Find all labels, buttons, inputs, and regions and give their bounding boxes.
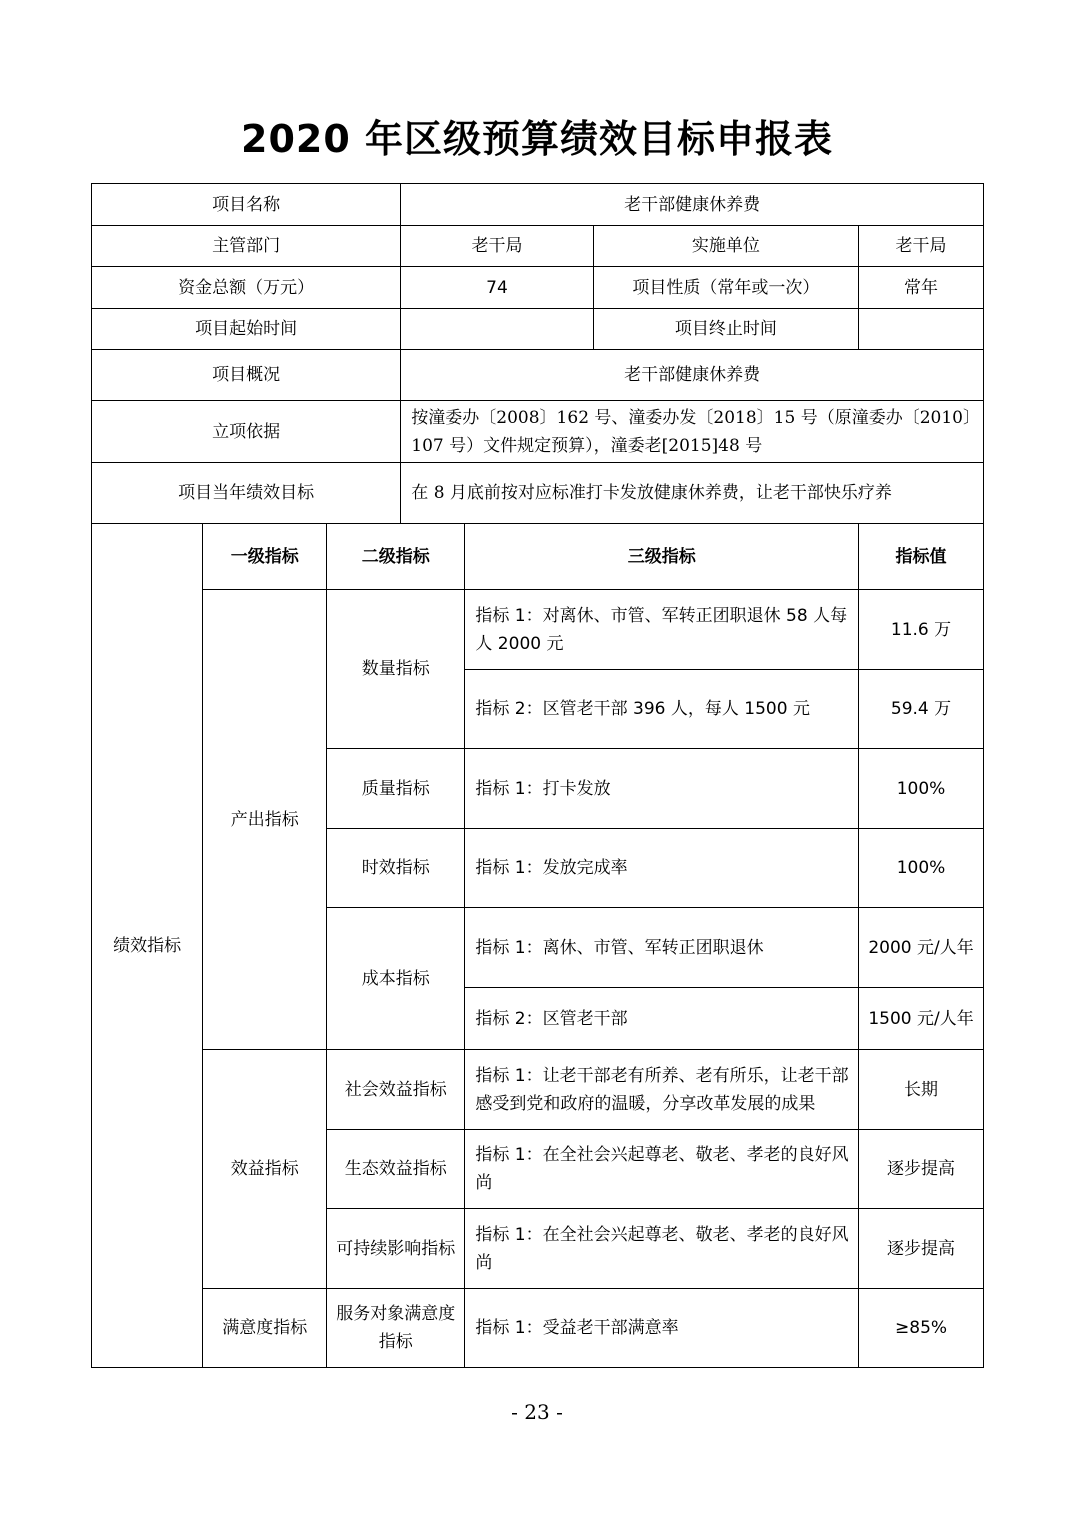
goal-label: 项目当年绩效目标 [92,463,401,524]
impl-unit-label: 实施单位 [593,226,858,267]
benefit-indicator-label: 效益指标 [203,1050,327,1289]
page-number: - 23 - [511,1400,563,1424]
indicator-text: 指标 2：区管老干部 [465,988,859,1050]
table-row [92,1050,984,1130]
start-time-value [401,309,593,350]
indicator-value: 59.4 万 [859,670,984,749]
indicator-text: 指标 1：受益老干部满意率 [465,1289,859,1368]
social-indicator-label: 社会效益指标 [327,1050,465,1130]
indicator-text: 指标 1：发放完成率 [465,829,859,908]
indicator-text: 指标 1：在全社会兴起尊老、敬老、孝老的良好风尚 [465,1130,859,1209]
overview-value: 老干部健康休养费 [401,350,984,401]
indicator-value: ≥85% [859,1289,984,1368]
output-indicator-label: 产出指标 [203,590,327,1050]
basis-row [92,401,984,463]
nature-value: 常年 [859,267,984,309]
dept-value: 老干局 [401,226,593,267]
indicator-text: 指标 1：让老干部老有所养、老有所乐，让老干部感受到党和政府的温暖，分享改革发展的成果 [465,1050,859,1130]
indicator-value: 1500 元/人年 [859,988,984,1050]
indicator-value: 逐步提高 [859,1130,984,1209]
indicator-header-row [92,524,984,590]
indicator-value: 长期 [859,1050,984,1130]
timeliness-indicator-label: 时效指标 [327,829,465,908]
overview-row [92,350,984,401]
time-row [92,309,984,350]
overview-label: 项目概况 [92,350,401,401]
goal-row [92,463,984,524]
indicator-value: 100% [859,749,984,829]
project-name-label: 项目名称 [92,184,401,226]
fund-value: 74 [401,267,593,309]
performance-form-table [91,183,984,1368]
quantity-indicator-label: 数量指标 [327,590,465,749]
page-title: 2020 年区级预算绩效目标申报表 [241,117,833,161]
indicator-value: 11.6 万 [859,590,984,670]
cost-indicator-label: 成本指标 [327,908,465,1050]
sustain-indicator-label: 可持续影响指标 [327,1209,465,1289]
satisfaction-indicator-label: 满意度指标 [203,1289,327,1368]
goal-value: 在 8 月底前按对应标准打卡发放健康休养费，让老干部快乐疗养 [401,463,984,524]
indicator-text: 指标 1：离休、市管、军转正团职退休 [465,908,859,988]
start-time-label: 项目起始时间 [92,309,401,350]
indicator-text: 指标 1：打卡发放 [465,749,859,829]
indicator-text: 指标 1：对离休、市管、军转正团职退休 58 人每人 2000 元 [465,590,859,670]
project-name-value: 老干部健康休养费 [401,184,984,226]
indicator-text: 指标 2：区管老干部 396 人，每人 1500 元 [465,670,859,749]
table-row [92,1289,984,1368]
nature-label: 项目性质（常年或一次） [593,267,858,309]
dept-label: 主管部门 [92,226,401,267]
end-time-label: 项目终止时间 [593,309,858,350]
eco-indicator-label: 生态效益指标 [327,1130,465,1209]
indicator-section-label: 绩效指标 [92,524,203,1368]
indicator-value: 2000 元/人年 [859,908,984,988]
level2-header: 二级指标 [327,524,465,590]
fund-row [92,267,984,309]
basis-label: 立项依据 [92,401,401,463]
indicator-text: 指标 1：在全社会兴起尊老、敬老、孝老的良好风尚 [465,1209,859,1289]
project-name-row [92,184,984,226]
level3-header: 三级指标 [465,524,859,590]
dept-row [92,226,984,267]
indicator-value: 100% [859,829,984,908]
basis-value: 按潼委办〔2008〕162 号、潼委办发〔2018〕15 号（原潼委办〔2010〕107 号）文件规定预算），潼委老[2015]48 号 [401,401,984,463]
table-row [92,590,984,670]
service-satisfaction-label: 服务对象满意度指标 [327,1289,465,1368]
level1-header: 一级指标 [203,524,327,590]
value-header: 指标值 [859,524,984,590]
end-time-value [859,309,984,350]
impl-unit-value: 老干局 [859,226,984,267]
indicator-value: 逐步提高 [859,1209,984,1289]
fund-label: 资金总额（万元） [92,267,401,309]
quality-indicator-label: 质量指标 [327,749,465,829]
